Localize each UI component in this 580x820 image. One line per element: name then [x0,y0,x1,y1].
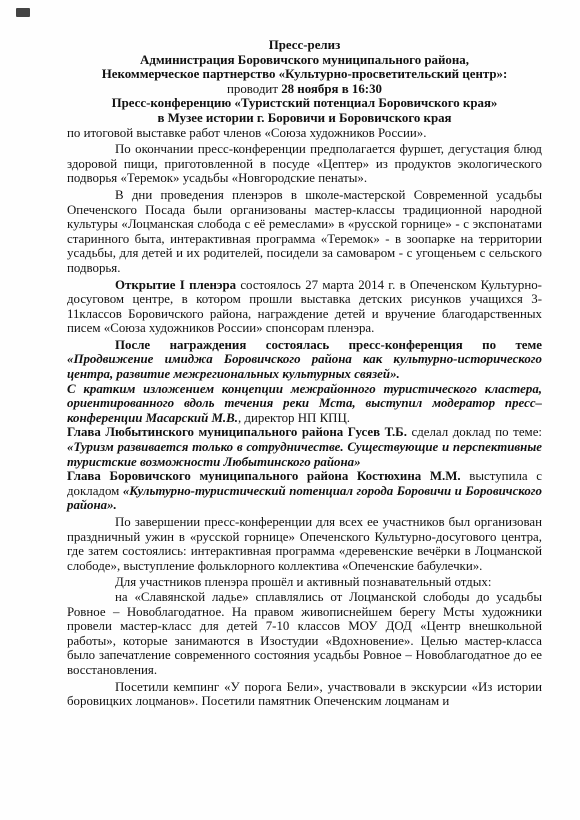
kostyukhina-text: выступила с докладом [67,469,542,498]
paragraph-exhibition: по итоговой выставке работ членов «Союза художников России». [67,125,427,140]
press-release-body [67,38,542,709]
moderator-role: , директор НП КПЦ. [237,410,351,425]
conference-label: После награждения состоялась пресс-конференция по теме [115,337,542,352]
event-date: 28 ноября в 16:30 [281,81,382,96]
gusev-topic: «Туризм развивается только в сотрудничестве. Существующие и перспективные туристские возможности Любытинского района» [67,440,542,469]
event-venue: в Музее истории г. Боровичи и Боровичского края [157,110,452,125]
kostyukhina-name: Глава Боровичского муниципального района Костюхина М.М. [67,469,461,484]
paragraph-workshops: В дни проведения пленэров в школе-мастерской Современной усадьбы Опеченского Посада были организованы мастер-классы традиционной народной культуры «Лоцманская слобода с её ремеслами» в «русской горнице» - с экспонатами старинного быта, интерактивная программа «Теремок» - в зоопарке на территории усадьбы, для детей и их родителей, посидели за самоваром - с угощеньем с сельского подворья. [67,187,542,275]
event-title: Пресс-конференцию «Туристский потенциал Боровичского края» [111,96,498,111]
paragraph-conference [67,338,542,382]
paragraph-buffet: По окончании пресс-конференции предполагается фуршет, дегустация блюд здоровой пищи, приготовленной в посуде «Цептер» из продуктов экологического подворья «Теремок» усадьбы «Новгородские пенаты». [67,142,542,186]
paragraph-opening [67,278,542,336]
press-release-title: Пресс-релиз [268,38,341,52]
gusev-name: Глава Любытинского муниципального района Гусев Т.Б. [67,425,407,440]
event-datetime [67,82,542,97]
scan-mark [16,8,30,17]
organizer-1: Администрация Боровичского муниципального района, [140,52,469,67]
moderator-text: С кратким изложением концепции межрайонного туристического кластера, ориентированного вдоль течения реки Мста, выступил модератор пресс–конференции Масарский М.В. [67,381,542,425]
paragraph-gusev [67,425,542,469]
gusev-text: сделал доклад по теме: [406,425,542,440]
conference-topic: «Продвижение имиджа Боровичского района как культурно-исторического центра, развитие межрегиональных культурных связей». [67,352,542,382]
opening-text: состоялось 27 марта 2014 г. в Опеченском Культурно-досуговом центре, в котором прошли выставка детских рисунков учащихся 3-11классов Боровичского района, награждение детей и вручение благодарственных писем «Союза художников России» спонсорам пленэра. [67,277,542,336]
paragraph-rafting: на «Славянской ладье» сплавлялись от Лоцманской слободы до усадьбы Ровное – Новоблагодатное. На правом живописнейшем берегу Мсты художники провели мастер-класс для детей 7-10 классов МОУ ДОД «Центр внешкольной работы», которые занимаются в Изостудии «Вдохновение». Целью мастер-класса было запечатление современного состояния усадьбы Ровное – Новоблагодатное до ее восстановления. [67,589,542,677]
event-datetime-prefix: проводит [227,81,282,96]
paragraph-leisure: Для участников пленэра прошёл и активный познавательный отдых: [115,575,492,590]
paragraph-camping: Посетили кемпинг «У порога Бели», участвовали в экскурсии «Из истории боровицких лоцманов». Посетили памятник Опеченским лоцманам и [67,679,542,709]
paragraph-kostyukhina [67,469,542,513]
paragraph-dinner: По завершении пресс-конференции для всех ее участников был организован праздничный ужин в «русской горнице» Опеченского Культурно-досугового центра, где затем состоялись: интерактивная программа «деревенские вечёрки в Лоцманской слободе», выступление фольклорного коллектива «Опеченские бабулечки». [67,515,542,573]
paragraph-moderator [67,382,542,426]
organizer-2: Некоммерческое партнерство «Культурно-просветительский центр»: [101,67,508,82]
kostyukhina-topic: «Культурно-туристический потенциал города Боровичи и Боровичского района». [67,483,542,513]
opening-label: Открытие I пленэра [115,277,237,292]
